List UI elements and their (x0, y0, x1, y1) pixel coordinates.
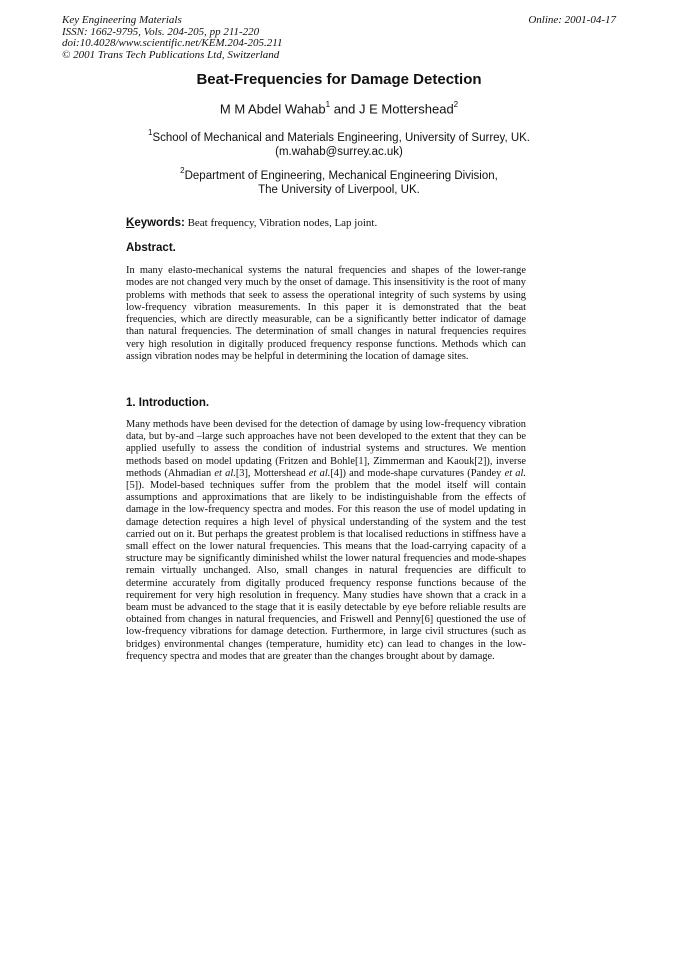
affiliation-2-sup: 2 (180, 166, 185, 175)
keywords (126, 217, 377, 229)
copyright-line: © 2001 Trans Tech Publications Ltd, Switzerland (62, 48, 280, 61)
issn-line: ISSN: 1662-9795, Vols. 204-205, pp 211-220 (62, 25, 260, 38)
author-1-sup: 1 (325, 100, 331, 109)
affiliation-2-name: Department of Engineering, Mechanical Engineering Division, (184, 169, 498, 182)
affiliation-1-email: (m.wahab@surrey.ac.uk) (275, 145, 403, 158)
author-2: J E Mottershead (359, 101, 454, 117)
affiliation-1-name: School of Mechanical and Materials Engineering, University of Surrey, UK. (152, 131, 530, 144)
keywords-label: Keywords: (126, 217, 185, 229)
doi-line: doi:10.4028/www.scientific.net/KEM.204-205.211 (62, 37, 283, 49)
author-list (0, 101, 678, 116)
abstract-heading: Abstract. (126, 242, 176, 254)
author-and: and (333, 101, 356, 117)
author-2-sup: 2 (453, 100, 459, 109)
affiliation-1 (0, 127, 678, 159)
abstract-text: In many elasto-mechanical systems the natural frequencies and shapes of the lower-range modes are not changed very much by the onset of damage. This insensitivity is the root of many problems with methods that seek to assess the operational integrity of such systems by using low-frequency vibration measurements. In this paper it is demonstrated that the beat frequencies, which are directly measurable, can be a significantly better indicator of damage than natural frequencies. The determination of small changes in natural frequencies requires very high resolution in digitally produced frequency response functions. Methods which can assign vibration nodes may be helpful in determining the location of damage sites. (126, 265, 526, 363)
online-date: Online: 2001-04-17 (528, 14, 616, 26)
affiliation-2-university: The University of Liverpool, UK. (258, 183, 420, 196)
author-1: M M Abdel Wahab (219, 101, 326, 117)
affiliation-2 (0, 165, 678, 197)
journal-header (62, 15, 283, 61)
paper-title: Beat-Frequencies for Damage Detection (196, 71, 482, 88)
journal-name: Key Engineering Materials (62, 14, 182, 26)
affiliation-1-sup: 1 (148, 128, 153, 137)
introduction-heading: 1. Introduction. (126, 397, 210, 409)
keywords-text: Beat frequency, Vibration nodes, Lap joint. (187, 217, 378, 229)
introduction-text: Many methods have been devised for the detection of damage by using low-frequency vibration data, but by-and –large such approaches have not been developed to the extent that they can be applied usefully to assess the condition of industrial systems and structures. We mention methods based on model updating (Fritzen and Bohle[1], Zimmerman and Kaouk[2]), inverse methods (Ahmadian et al.[3], Mottershead et al.[4]) and mode-shape curvatures (Pandey et al.[5]). Model-based techniques suffer from the problem that the model itself will contain assumptions and approximations that are likely to be indistinguishable from the effects of damage in the low-frequency spectra and modes. For this reason the use of model updating in damage detection requires a high level of physical understanding of the system and the test carried out on it. But perhaps the greatest problem is that localised reductions in stiffness have a small effect on the lower natural frequencies. This means that the load-carrying capacity of a structure may be significantly diminished whilst the lower natural frequencies and mode-shapes remain virtually unchanged. Also, small changes in natural frequencies are difficult to determine accurately from digitally produced frequency response functions because of the requirement for very high resolution in frequency. Many studies have shown that a crack in a beam must be advanced to the stage that it is easily detectable by eye before reliable results are obtained from changes in natural frequencies, and Friswell and Penny[6] questioned the use of low-frequency vibrations for damage detection. Furthermore, in large civil structures (such as bridges) environmental changes (temperature, humidity etc) can lead to changes in the low-frequency spectra and modes that are greater than the changes brought about by damage. (126, 419, 526, 662)
